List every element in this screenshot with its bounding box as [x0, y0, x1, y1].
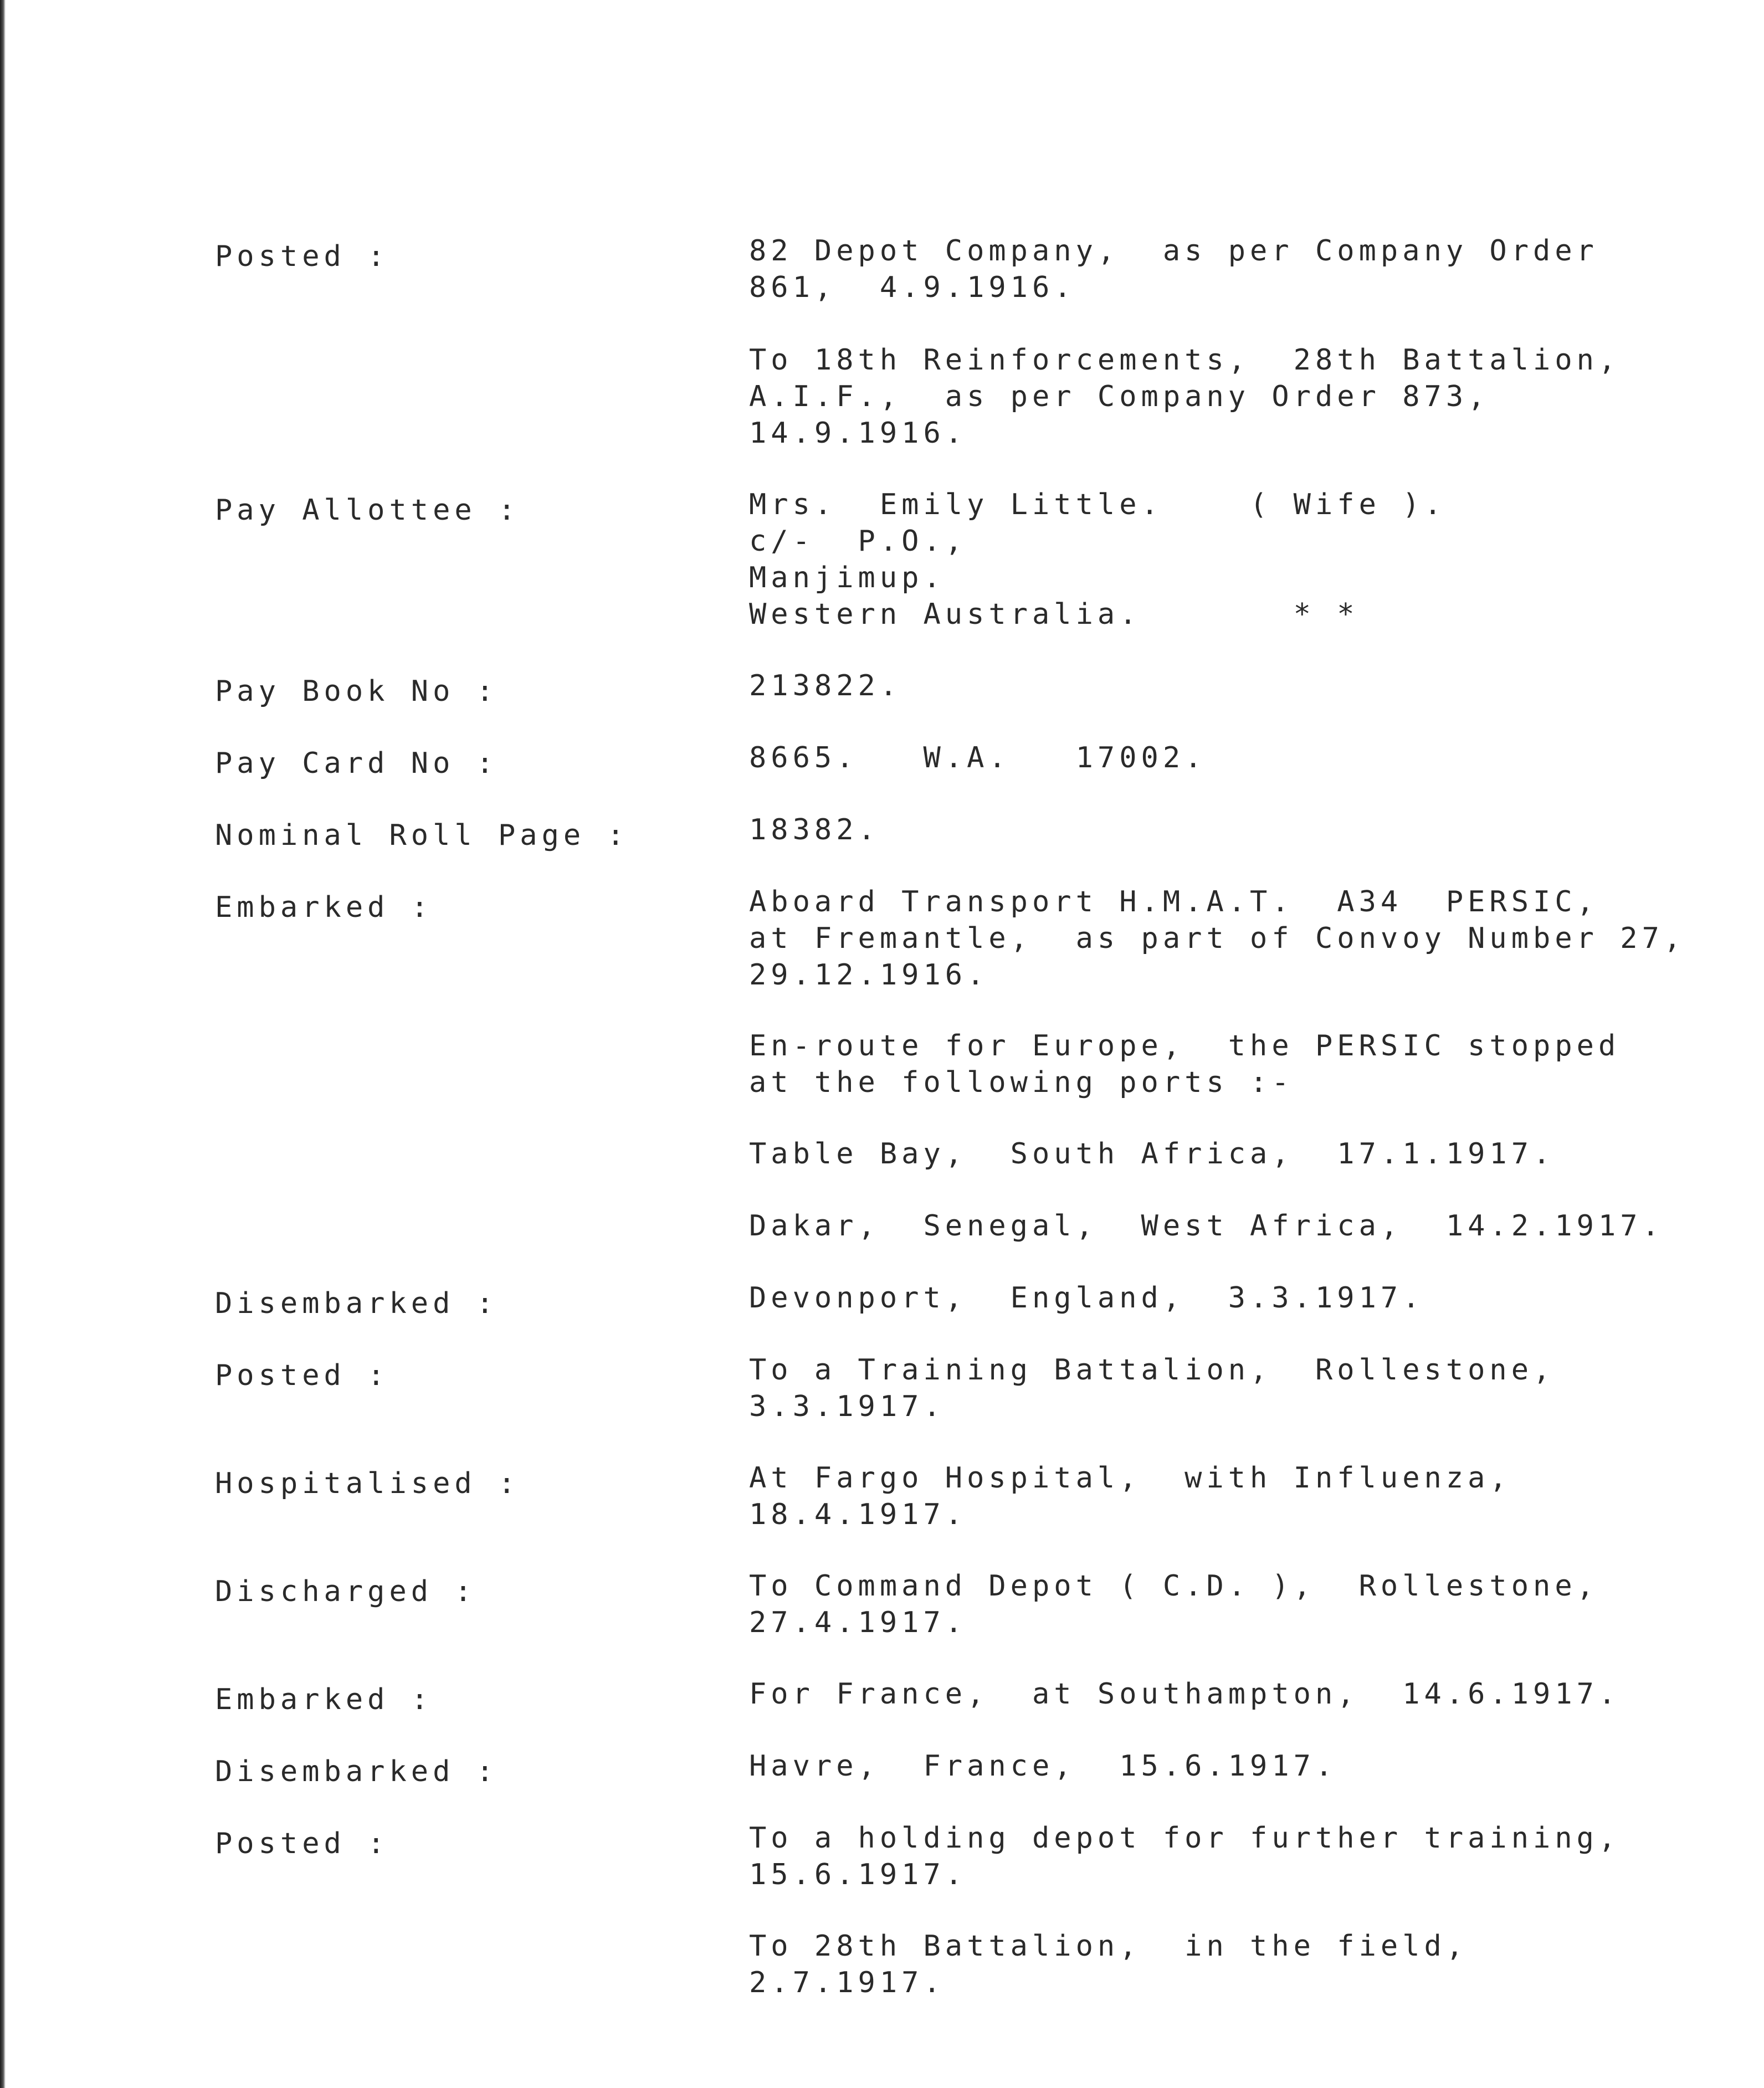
field-value-line: 18382.	[749, 813, 880, 847]
field-label-hospitalised: Hospitalised :	[215, 1467, 520, 1500]
field-value-block	[749, 740, 1206, 776]
field-value-line: 861, 4.9.1916.	[749, 271, 1076, 304]
field-label-posted: Posted :	[215, 1359, 389, 1392]
field-value-block	[749, 1028, 1620, 1101]
field-value-block	[749, 486, 1446, 633]
field-value-line: 3.3.1917.	[749, 1390, 945, 1423]
field-value-line: To a Training Battalion, Rollestone,	[749, 1353, 1555, 1387]
field-value-block	[749, 1460, 1511, 1533]
scan-edge-shadow	[0, 0, 6, 2088]
field-label-nominal-roll-page: Nominal Roll Page :	[215, 819, 629, 852]
field-value-line: 8665. W.A. 17002.	[749, 741, 1207, 774]
field-value-block	[749, 1928, 1468, 2001]
field-label-pay-book-no: Pay Book No :	[215, 675, 498, 708]
field-value-line: En-route for Europe, the PERSIC stopped	[749, 1029, 1621, 1063]
field-value-block	[749, 668, 901, 704]
field-value-line: 82 Depot Company, as per Company Order	[749, 234, 1598, 268]
field-label-discharged: Discharged :	[215, 1575, 476, 1608]
field-value-line: A.I.F., as per Company Order 873,	[749, 380, 1490, 413]
field-value-line: 18.4.1917.	[749, 1498, 967, 1531]
field-value-block	[749, 1676, 1620, 1712]
field-value-line: 29.12.1916.	[749, 958, 989, 992]
field-label-posted: Posted :	[215, 1827, 389, 1860]
field-value-line: 213822.	[749, 669, 902, 702]
field-value-line: at the following ports :-	[749, 1066, 1294, 1099]
field-value-block	[749, 1280, 1424, 1316]
field-value-line: Table Bay, South Africa, 17.1.1917.	[749, 1137, 1555, 1171]
field-value-line: Devonport, England, 3.3.1917.	[749, 1281, 1424, 1315]
field-value-line: For France, at Southampton, 14.6.1917.	[749, 1677, 1621, 1711]
field-value-line: At Fargo Hospital, with Influenza,	[749, 1461, 1511, 1495]
field-value-line: Manjimup.	[749, 561, 945, 594]
field-value-block	[749, 342, 1620, 452]
field-label-pay-allottee: Pay Allottee :	[215, 494, 520, 527]
field-value-line: To 18th Reinforcements, 28th Battalion,	[749, 343, 1621, 377]
field-value-line: 2.7.1917.	[749, 1966, 945, 1999]
field-value-line: 27.4.1917.	[749, 1606, 967, 1639]
field-value-line: Dakar, Senegal, West Africa, 14.2.1917.	[749, 1209, 1664, 1243]
field-value-line: To a holding depot for further training,	[749, 1822, 1621, 1855]
field-value-line: Havre, France, 15.6.1917.	[749, 1750, 1337, 1783]
field-label-disembarked: Disembarked :	[215, 1755, 498, 1788]
field-value-block	[749, 1352, 1555, 1425]
field-value-line: 15.6.1917.	[749, 1858, 967, 1891]
field-value-line: Mrs. Emily Little. ( Wife ).	[749, 488, 1446, 521]
field-label-posted: Posted :	[215, 240, 389, 273]
field-value-block	[749, 1136, 1555, 1172]
field-value-block	[749, 233, 1598, 306]
field-label-disembarked: Disembarked :	[215, 1287, 498, 1320]
field-value-line: To Command Depot ( C.D. ), Rollestone,	[749, 1569, 1598, 1603]
field-value-block	[749, 1208, 1664, 1244]
field-value-block	[749, 812, 880, 848]
field-value-line: c/- P.O.,	[749, 525, 967, 558]
field-value-block	[749, 1748, 1337, 1784]
field-value-line: 14.9.1916.	[749, 417, 967, 450]
field-value-block	[749, 1568, 1598, 1641]
field-label-embarked: Embarked :	[215, 1683, 433, 1716]
field-label-pay-card-no: Pay Card No :	[215, 747, 498, 780]
field-value-block	[749, 884, 1685, 993]
field-value-line: To 28th Battalion, in the field,	[749, 1930, 1468, 1963]
field-value-line: Western Australia. * *	[749, 598, 1359, 631]
field-label-embarked: Embarked :	[215, 891, 433, 924]
field-value-line: at Fremantle, as part of Convoy Number 27,	[749, 922, 1686, 955]
field-value-line: Aboard Transport H.M.A.T. A34 PERSIC,	[749, 885, 1598, 919]
field-value-block	[749, 1820, 1620, 1893]
